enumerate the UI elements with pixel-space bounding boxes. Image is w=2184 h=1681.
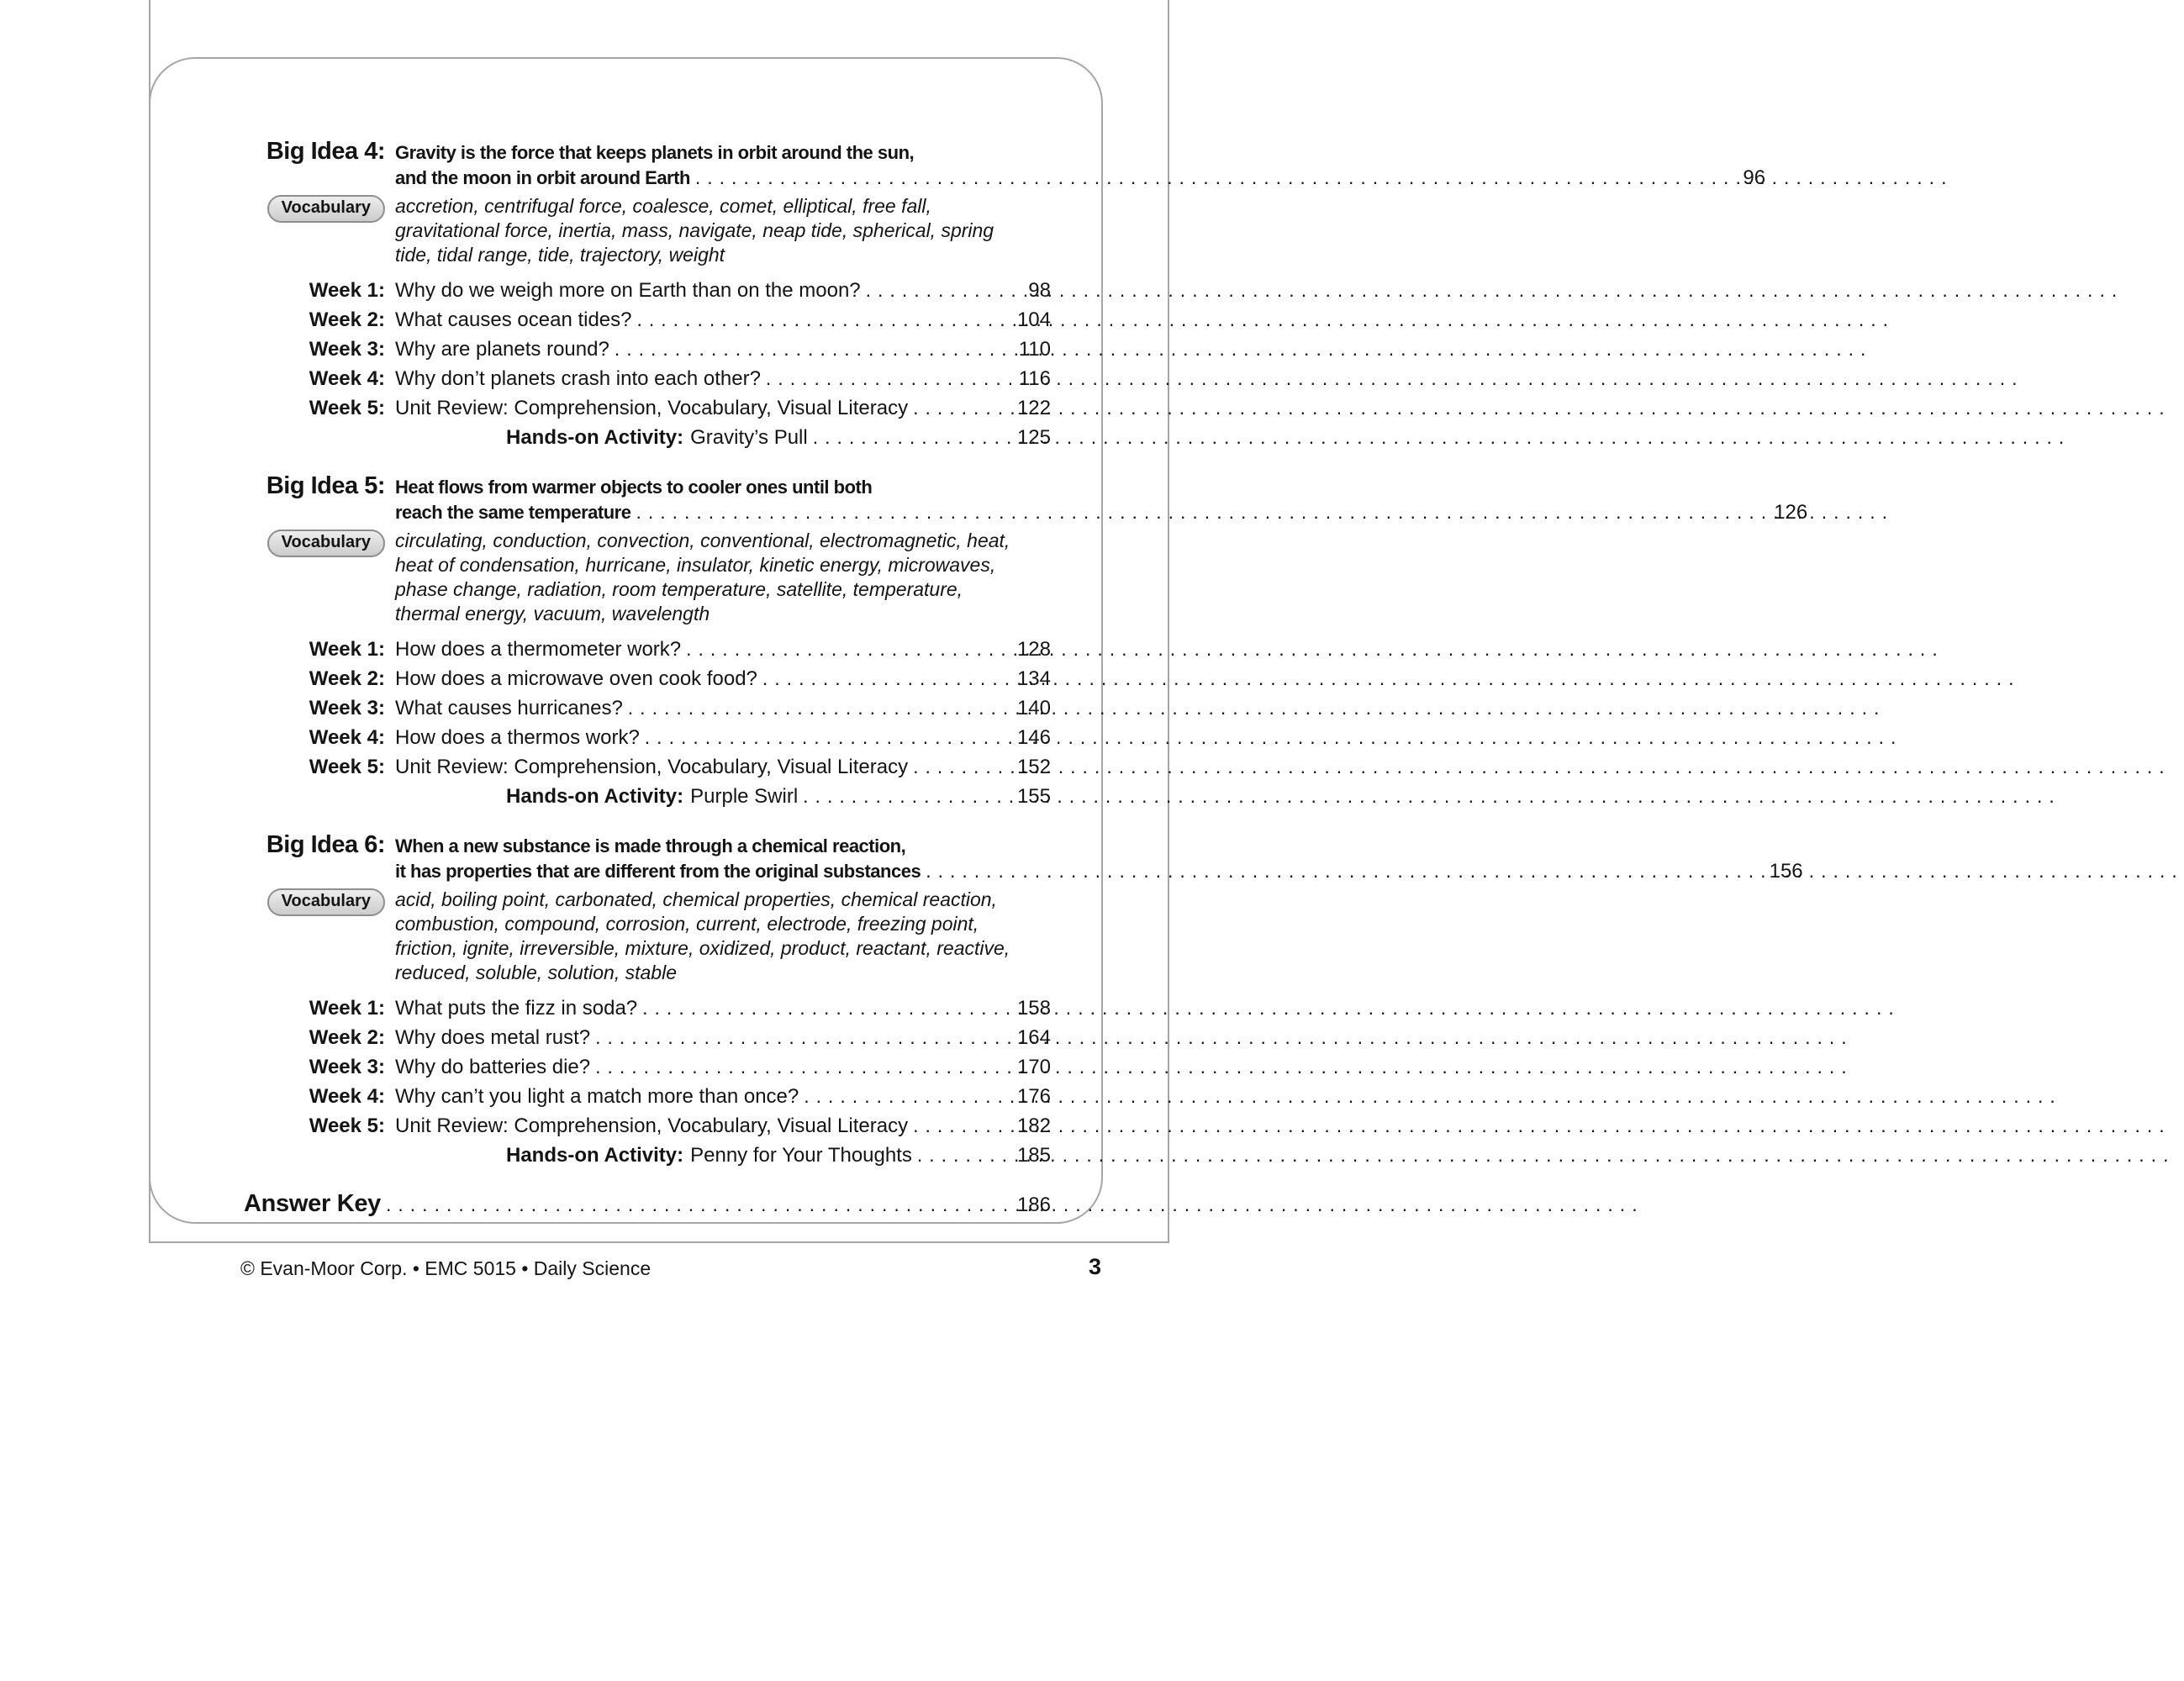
week-title: Why don’t planets crash into each other? — [395, 367, 761, 390]
vocabulary-badge: Vocabulary — [267, 530, 385, 557]
answer-key-label: Answer Key — [244, 1190, 382, 1217]
toc-entry-week-2 — [244, 1023, 1051, 1052]
section-title — [395, 834, 1803, 884]
hands-on-activity-title: Purple Swirl — [690, 785, 799, 808]
dot-leader — [766, 364, 1004, 393]
page-number: 158 — [1016, 997, 1051, 1020]
dot-leader — [645, 723, 1004, 752]
page-number: 186 — [1016, 1194, 1051, 1216]
section-header — [244, 138, 1766, 191]
page-number: 185 — [1016, 1144, 1051, 1167]
section-title — [395, 140, 1765, 191]
dot-leader — [913, 1111, 1004, 1141]
hands-on-activity-title: Penny for Your Thoughts — [690, 1144, 912, 1167]
dot-leader — [913, 752, 1004, 782]
week-title: How does a thermos work? — [395, 726, 640, 749]
vocabulary-badge: Vocabulary — [267, 888, 385, 916]
page-number: 110 — [1018, 338, 1051, 361]
dot-leader — [926, 860, 1755, 883]
dot-leader — [866, 276, 1004, 305]
page-number: 128 — [1016, 638, 1051, 661]
section-title-line-1: Gravity is the force that keeps planets in orbit around the sun, — [395, 142, 915, 163]
dot-leader — [686, 635, 1004, 664]
week-title: Unit Review: Comprehension, Vocabulary, Visual Literacy — [395, 1115, 909, 1137]
vocabulary-badge-wrap — [244, 195, 395, 223]
vocabulary-list: accretion, centrifugal force, coalesce, comet, elliptical, free fall, gravitational force, inertia, mass, navigate, neap tide, spherical, spring tide, tidal range, tide, trajectory, weight — [395, 195, 994, 266]
toc-entry-week-3 — [244, 335, 1051, 364]
dot-leader — [762, 664, 1004, 693]
section-title-line-2: reach the same temperature — [395, 502, 631, 523]
vocabulary-badge-wrap — [244, 888, 395, 916]
toc-entry-week-3 — [244, 693, 1051, 723]
week-label: Week 3: — [309, 1056, 385, 1078]
week-title: What puts the fizz in soda? — [395, 997, 638, 1020]
big-idea-label: Big Idea 4: — [266, 138, 385, 165]
vocabulary-row — [244, 194, 1051, 267]
dot-leader — [917, 1141, 1004, 1170]
week-label: Week 2: — [309, 308, 385, 331]
week-title: Why can’t you light a match more than once? — [395, 1085, 799, 1108]
week-title: Why does metal rust? — [395, 1026, 591, 1049]
dot-leader — [595, 1023, 1004, 1052]
section-header — [244, 472, 1808, 525]
section-title-line-2-row — [395, 500, 1807, 525]
hands-on-activity-label: Hands-on Activity: — [506, 426, 684, 449]
dot-leader — [913, 393, 1004, 423]
page-number: 96 — [1743, 166, 1766, 189]
page-number: 170 — [1016, 1056, 1051, 1078]
page-number: 182 — [1016, 1115, 1051, 1137]
section-title-line-2-row — [395, 859, 1803, 884]
week-title: How does a thermometer work? — [395, 638, 682, 661]
toc-entry-week-1 — [244, 635, 1051, 664]
copyright-text: © Evan-Moor Corp. • EMC 5015 • Daily Science — [240, 1257, 652, 1279]
dot-leader — [695, 166, 1718, 189]
toc-entry-week-4 — [244, 364, 1051, 393]
section-title-line-2: it has properties that are different from the original substances — [395, 861, 921, 882]
week-label: Week 5: — [309, 397, 385, 419]
section-title-line-2: and the moon in orbit around Earth — [395, 167, 690, 188]
page-number: 164 — [1016, 1026, 1051, 1049]
dot-leader — [813, 423, 1004, 452]
big-idea-5-section — [244, 472, 1808, 811]
week-title: Why are planets round? — [395, 338, 609, 361]
page-number: 140 — [1016, 697, 1051, 719]
week-title: Why do we weigh more on Earth than on the moon? — [395, 279, 861, 302]
vocabulary-row — [244, 529, 1051, 626]
page-number: 156 — [1769, 860, 1803, 883]
toc-entry-week-5 — [244, 1111, 1051, 1141]
week-title: Unit Review: Comprehension, Vocabulary, Visual Literacy — [395, 397, 909, 419]
big-idea-label: Big Idea 5: — [266, 472, 385, 499]
toc-entry-week-1 — [244, 993, 1051, 1023]
big-idea-label: Big Idea 6: — [266, 831, 385, 858]
dot-leader — [637, 305, 1005, 335]
folio-page-number: 3 — [1088, 1254, 1101, 1279]
page-number: 134 — [1016, 667, 1051, 690]
section-header — [244, 831, 1803, 884]
week-title: What causes hurricanes? — [395, 697, 623, 719]
toc-entry-week-1 — [244, 276, 1051, 305]
page-number: 98 — [1028, 279, 1051, 302]
hands-on-activity-entry — [244, 423, 1051, 452]
dot-leader — [636, 501, 1760, 524]
footer-divider — [149, 1241, 1169, 1243]
page-number: 155 — [1016, 785, 1051, 808]
week-label: Week 2: — [309, 667, 385, 690]
week-label: Week 2: — [309, 1026, 385, 1049]
page-number: 176 — [1016, 1085, 1051, 1108]
toc-entry-week-5 — [244, 393, 1051, 423]
week-title: What causes ocean tides? — [395, 308, 632, 331]
week-label: Week 3: — [309, 338, 385, 361]
week-label: Week 4: — [309, 367, 385, 390]
week-title: Unit Review: Comprehension, Vocabulary, Visual Literacy — [395, 756, 909, 778]
page-number: 146 — [1016, 726, 1051, 749]
page-number: 125 — [1016, 426, 1051, 449]
section-title — [395, 475, 1807, 525]
page-number: 104 — [1016, 308, 1051, 331]
dot-leader — [595, 1052, 1004, 1082]
dot-leader — [615, 335, 1004, 364]
hands-on-activity-entry — [244, 782, 1051, 811]
hands-on-activity-label: Hands-on Activity: — [506, 1144, 684, 1167]
week-label: Week 1: — [309, 279, 385, 302]
hands-on-activity-entry — [244, 1141, 1051, 1170]
vocabulary-row — [244, 888, 1051, 985]
dot-leader — [642, 993, 1004, 1023]
dot-leader — [803, 782, 1004, 811]
week-label: Week 5: — [309, 1115, 385, 1137]
section-title-line-2-row — [395, 166, 1765, 191]
vocabulary-badge-wrap — [244, 530, 395, 557]
dot-leader — [628, 693, 1004, 723]
vocabulary-list: circulating, conduction, convection, conventional, electromagnetic, heat, heat of condensation, hurricane, insulator, kinetic energy, microwaves, phase change, radiation, room temperature, satellite, temperature, thermal energy, vacuum, wavelength — [395, 530, 1010, 624]
toc-entry-week-3 — [244, 1052, 1051, 1082]
week-label: Week 1: — [309, 638, 385, 661]
page-number: 122 — [1016, 397, 1051, 419]
hands-on-activity-title: Gravity’s Pull — [690, 426, 808, 449]
dot-leader — [804, 1082, 1004, 1111]
toc-entry-week-4 — [244, 723, 1051, 752]
week-title: How does a microwave oven cook food? — [395, 667, 757, 690]
week-label: Week 4: — [309, 726, 385, 749]
toc-entry-week-2 — [244, 664, 1051, 693]
week-label: Week 4: — [309, 1085, 385, 1108]
table-of-contents — [244, 138, 1808, 1218]
toc-entry-week-4 — [244, 1082, 1051, 1111]
page-number: 116 — [1018, 367, 1051, 390]
dot-leader — [386, 1194, 1004, 1216]
toc-entry-week-2 — [244, 305, 1051, 335]
hands-on-activity-label: Hands-on Activity: — [506, 785, 684, 808]
page-number: 152 — [1016, 756, 1051, 778]
section-title-line-1: Heat flows from warmer objects to cooler ones until both — [395, 477, 873, 498]
vocabulary-badge: Vocabulary — [267, 195, 385, 223]
toc-entry-week-5 — [244, 752, 1051, 782]
week-label: Week 3: — [309, 697, 385, 719]
section-title-line-1: When a new substance is made through a chemical reaction, — [395, 835, 906, 856]
answer-key-entry — [244, 1190, 1051, 1218]
big-idea-4-section — [244, 138, 1766, 452]
vocabulary-list: acid, boiling point, carbonated, chemical properties, chemical reaction, combustion, compound, corrosion, current, electrode, freezing point, friction, ignite, irreversible, mixture, oxidized, product, reactant, reactive, reduced, soluble, solution, stable — [395, 888, 1010, 983]
week-title: Why do batteries die? — [395, 1056, 591, 1078]
page-number: 126 — [1774, 501, 1808, 524]
week-label: Week 1: — [309, 997, 385, 1020]
big-idea-6-section — [244, 831, 1803, 1170]
week-label: Week 5: — [309, 756, 385, 778]
